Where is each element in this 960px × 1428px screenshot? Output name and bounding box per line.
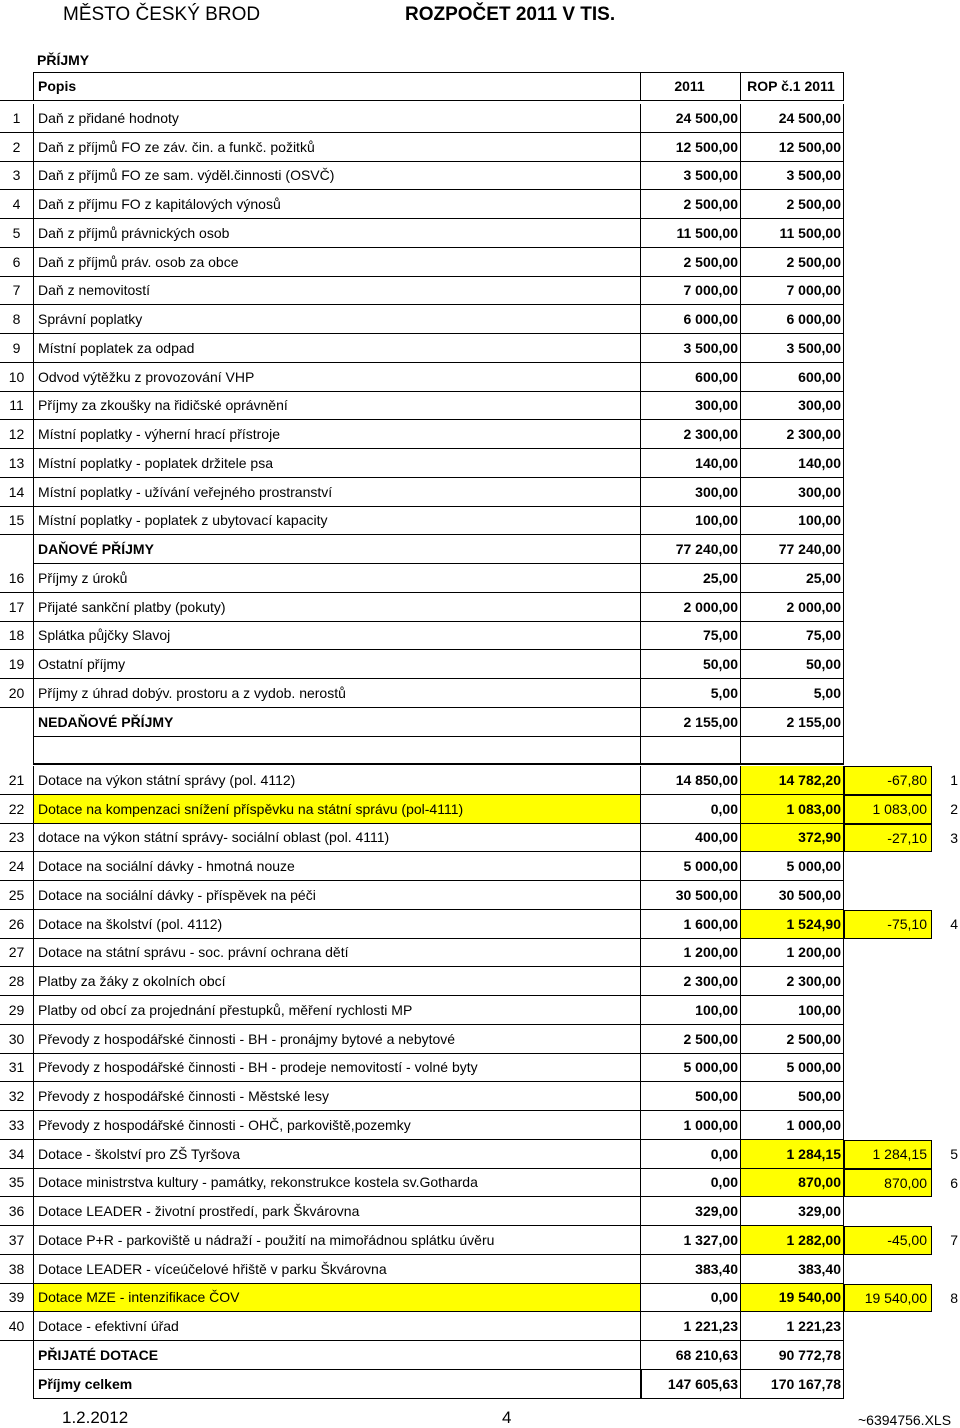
total-rop: 90 772,78 <box>740 1341 844 1370</box>
value-rop: 383,40 <box>740 1255 844 1284</box>
row-number: 33 <box>0 1111 33 1140</box>
spacer-cell <box>33 737 640 766</box>
table-row <box>0 939 960 968</box>
table-row <box>0 305 960 334</box>
note-number: 8 <box>950 1289 958 1306</box>
table-row <box>0 910 960 939</box>
row-number-cell <box>0 72 33 101</box>
row-description: Dotace LEADER - životní prostředí, park Škvárovna <box>33 1197 640 1226</box>
table-row <box>0 507 960 536</box>
row-number: 15 <box>0 507 33 536</box>
row-number: 36 <box>0 1197 33 1226</box>
value-rop: 1 083,00 <box>740 795 844 824</box>
value-2011: 400,00 <box>640 824 740 853</box>
note-number: 3 <box>950 829 958 846</box>
row-description: Daň z příjmu FO z kapitálových výnosů <box>33 190 640 219</box>
row-description: Dotace LEADER - víceúčelové hřiště v parku Škvárovna <box>33 1255 640 1284</box>
row-description: Daň z přidané hodnoty <box>33 104 640 133</box>
row-description: Místní poplatek za odpad <box>33 334 640 363</box>
city-name: MĚSTO ČESKÝ BROD <box>63 4 261 25</box>
column-header-row <box>0 72 960 101</box>
row-number: 17 <box>0 593 33 622</box>
table-row <box>0 1140 960 1169</box>
note-number: 6 <box>950 1174 958 1191</box>
table-row <box>0 1312 960 1341</box>
row-description: Převody z hospodářské činnosti - Městské lesy <box>33 1082 640 1111</box>
row-number: 8 <box>0 305 33 334</box>
table-row <box>0 219 960 248</box>
value-rop: 140,00 <box>740 449 844 478</box>
value-rop: 2 300,00 <box>740 420 844 449</box>
value-2011: 300,00 <box>640 478 740 507</box>
row-number: 2 <box>0 133 33 162</box>
row-number: 35 <box>0 1169 33 1198</box>
row-description: Platby za žáky z okolních obcí <box>33 967 640 996</box>
value-2011: 30 500,00 <box>640 881 740 910</box>
row-number: 40 <box>0 1312 33 1341</box>
row-description: Platby od obcí za projednání přestupků, měření rychlosti MP <box>33 996 640 1025</box>
table-row <box>0 363 960 392</box>
footer-file-name: ~6394756.XLS <box>858 1412 952 1428</box>
table-row <box>0 1111 960 1140</box>
value-difference: 19 540,00 <box>844 1284 932 1313</box>
row-number-cell <box>0 535 33 564</box>
note-number: 7 <box>950 1232 958 1249</box>
row-description: Daň z příjmů práv. osob za obce <box>33 248 640 277</box>
value-rop: 5 000,00 <box>740 852 844 881</box>
table-row <box>0 824 960 853</box>
table-row <box>0 277 960 306</box>
row-description: Dotace - efektivní úřad <box>33 1312 640 1341</box>
footer-page-number: 4 <box>502 1408 512 1427</box>
row-description: Daň z nemovitostí <box>33 277 640 306</box>
value-2011: 1 200,00 <box>640 939 740 968</box>
total-2011: 2 155,00 <box>640 708 740 737</box>
value-2011: 383,40 <box>640 1255 740 1284</box>
tax-income-total-row <box>0 535 960 564</box>
value-2011: 2 500,00 <box>640 190 740 219</box>
value-2011: 100,00 <box>640 996 740 1025</box>
row-number: 30 <box>0 1025 33 1054</box>
row-number: 31 <box>0 1054 33 1083</box>
value-2011: 1 327,00 <box>640 1226 740 1255</box>
row-description: Dotace na výkon státní správy (pol. 4112) <box>33 766 640 795</box>
value-rop: 5 000,00 <box>740 1054 844 1083</box>
row-number: 28 <box>0 967 33 996</box>
row-description: Převody z hospodářské činnosti - OHČ, parkoviště,pozemky <box>33 1111 640 1140</box>
table-row <box>0 1284 960 1313</box>
value-difference: -75,10 <box>844 910 932 939</box>
table-row <box>0 967 960 996</box>
row-number: 21 <box>0 766 33 795</box>
row-description: Přijaté sankční platby (pokuty) <box>33 593 640 622</box>
row-description: Správní poplatky <box>33 305 640 334</box>
row-number: 1 <box>0 104 33 133</box>
row-number: 5 <box>0 219 33 248</box>
row-number: 19 <box>0 650 33 679</box>
total-label: PŘIJATÉ DOTACE <box>33 1341 640 1370</box>
value-2011: 5,00 <box>640 679 740 708</box>
row-number: 32 <box>0 1082 33 1111</box>
row-number: 7 <box>0 277 33 306</box>
row-number: 34 <box>0 1140 33 1169</box>
value-2011: 0,00 <box>640 795 740 824</box>
row-number: 14 <box>0 478 33 507</box>
value-2011: 12 500,00 <box>640 133 740 162</box>
table-row <box>0 1082 960 1111</box>
value-rop: 1 282,00 <box>740 1226 844 1255</box>
value-rop: 2 000,00 <box>740 593 844 622</box>
row-number: 11 <box>0 392 33 421</box>
row-number: 25 <box>0 881 33 910</box>
value-2011: 2 300,00 <box>640 967 740 996</box>
value-rop: 12 500,00 <box>740 133 844 162</box>
row-number-cell <box>0 1341 33 1370</box>
table-row <box>0 881 960 910</box>
footer-date: 1.2.2012 <box>62 1408 129 1427</box>
total-2011: 77 240,00 <box>640 535 740 564</box>
row-number: 39 <box>0 1284 33 1313</box>
row-description: Daň z příjmů právnických osob <box>33 219 640 248</box>
column-header-2011: 2011 <box>640 72 740 101</box>
row-number: 4 <box>0 190 33 219</box>
nontax-income-total-row <box>0 708 960 737</box>
value-rop: 1 284,15 <box>740 1140 844 1169</box>
value-rop: 1 200,00 <box>740 939 844 968</box>
value-rop: 3 500,00 <box>740 334 844 363</box>
row-number: 6 <box>0 248 33 277</box>
value-2011: 300,00 <box>640 392 740 421</box>
row-number: 22 <box>0 795 33 824</box>
grants-total-row <box>0 1341 960 1370</box>
value-rop: 11 500,00 <box>740 219 844 248</box>
row-number: 18 <box>0 622 33 651</box>
value-rop: 19 540,00 <box>740 1284 844 1313</box>
row-number: 12 <box>0 420 33 449</box>
row-description: Dotace P+R - parkoviště u nádraží - použití na mimořádnou splátku úvěru <box>33 1226 640 1255</box>
table-row <box>0 766 960 795</box>
value-2011: 75,00 <box>640 622 740 651</box>
value-rop: 100,00 <box>740 996 844 1025</box>
row-description: Dotace ministrstva kultury - památky, rekonstrukce kostela sv.Gotharda <box>33 1169 640 1198</box>
table-row <box>0 1025 960 1054</box>
value-rop: 1 221,23 <box>740 1312 844 1341</box>
row-number: 26 <box>0 910 33 939</box>
value-rop: 14 782,20 <box>740 766 844 795</box>
total-label: NEDAŇOVÉ PŘÍJMY <box>33 708 640 737</box>
row-description: Dotace MZE - intenzifikace ČOV <box>33 1284 640 1313</box>
row-number: 29 <box>0 996 33 1025</box>
value-rop: 1 524,90 <box>740 910 844 939</box>
table-row <box>0 392 960 421</box>
row-number: 13 <box>0 449 33 478</box>
row-description: Dotace na školství (pol. 4112) <box>33 910 640 939</box>
value-2011: 100,00 <box>640 507 740 536</box>
row-number: 38 <box>0 1255 33 1284</box>
row-description: Daň z příjmů FO ze sam. výděl.činnosti (OSVČ) <box>33 162 640 191</box>
value-rop: 30 500,00 <box>740 881 844 910</box>
table-row <box>0 650 960 679</box>
table-row <box>0 478 960 507</box>
row-description: Dotace na sociální dávky - hmotná nouze <box>33 852 640 881</box>
row-description: Dotace na státní správu - soc. právní ochrana dětí <box>33 939 640 968</box>
section-title: PŘÍJMY <box>37 52 90 68</box>
table-row <box>0 104 960 133</box>
value-rop: 300,00 <box>740 392 844 421</box>
value-rop: 2 300,00 <box>740 967 844 996</box>
value-rop: 2 500,00 <box>740 1025 844 1054</box>
document-title: ROZPOČET 2011 V TIS. <box>405 4 616 25</box>
total-rop: 2 155,00 <box>740 708 844 737</box>
row-description: Ostatní příjmy <box>33 650 640 679</box>
value-rop: 50,00 <box>740 650 844 679</box>
value-difference: -27,10 <box>844 824 932 853</box>
value-2011: 600,00 <box>640 363 740 392</box>
row-number: 24 <box>0 852 33 881</box>
table-row <box>0 449 960 478</box>
row-description: Příjmy za zkoušky na řidičské oprávnění <box>33 392 640 421</box>
spacer-row <box>0 737 960 766</box>
value-rop: 329,00 <box>740 1197 844 1226</box>
total-2011: 147 605,63 <box>640 1370 740 1399</box>
table-row <box>0 1169 960 1198</box>
value-rop: 100,00 <box>740 507 844 536</box>
value-rop: 600,00 <box>740 363 844 392</box>
row-description: Místní poplatky - užívání veřejného prostranství <box>33 478 640 507</box>
column-header-desc: Popis <box>33 72 640 101</box>
row-description: Dotace na sociální dávky - příspěvek na péči <box>33 881 640 910</box>
row-description: Převody z hospodářské činnosti - BH - pronájmy bytové a nebytové <box>33 1025 640 1054</box>
value-rop: 1 000,00 <box>740 1111 844 1140</box>
value-2011: 3 500,00 <box>640 162 740 191</box>
table-row <box>0 679 960 708</box>
table-row <box>0 852 960 881</box>
grand-total-row <box>0 1370 960 1399</box>
row-description: Příjmy z úhrad dobýv. prostoru a z vydob. nerostů <box>33 679 640 708</box>
value-rop: 24 500,00 <box>740 104 844 133</box>
value-2011: 2 000,00 <box>640 593 740 622</box>
table-row <box>0 622 960 651</box>
total-rop: 170 167,78 <box>740 1370 844 1399</box>
value-rop: 25,00 <box>740 564 844 593</box>
value-2011: 5 000,00 <box>640 1054 740 1083</box>
value-rop: 5,00 <box>740 679 844 708</box>
row-number-cell <box>0 1370 33 1399</box>
table-row <box>0 190 960 219</box>
value-2011: 2 300,00 <box>640 420 740 449</box>
row-description: Převody z hospodářské činnosti - BH - prodeje nemovitostí - volné byty <box>33 1054 640 1083</box>
value-2011: 329,00 <box>640 1197 740 1226</box>
row-description: Daň z příjmů FO ze záv. čin. a funkč. požitků <box>33 133 640 162</box>
row-description: Odvod výtěžku z provozování VHP <box>33 363 640 392</box>
value-rop: 500,00 <box>740 1082 844 1111</box>
table-row <box>0 248 960 277</box>
table-row <box>0 564 960 593</box>
row-number: 3 <box>0 162 33 191</box>
table-row <box>0 1054 960 1083</box>
value-rop: 3 500,00 <box>740 162 844 191</box>
value-2011: 24 500,00 <box>640 104 740 133</box>
value-2011: 14 850,00 <box>640 766 740 795</box>
note-number: 4 <box>950 916 958 933</box>
value-2011: 1 600,00 <box>640 910 740 939</box>
value-2011: 25,00 <box>640 564 740 593</box>
value-2011: 140,00 <box>640 449 740 478</box>
row-description: dotace na výkon státní správy- sociální oblast (pol. 4111) <box>33 824 640 853</box>
row-number: 23 <box>0 824 33 853</box>
total-label: DAŇOVÉ PŘÍJMY <box>33 535 640 564</box>
value-rop: 300,00 <box>740 478 844 507</box>
value-2011: 0,00 <box>640 1169 740 1198</box>
note-number: 1 <box>950 772 958 789</box>
row-description: Místní poplatky - výherní hrací přístroje <box>33 420 640 449</box>
value-difference: 870,00 <box>844 1169 932 1198</box>
value-2011: 6 000,00 <box>640 305 740 334</box>
value-difference: -45,00 <box>844 1226 932 1255</box>
spacer-cell <box>740 737 844 766</box>
value-2011: 2 500,00 <box>640 248 740 277</box>
value-difference: 1 083,00 <box>844 795 932 824</box>
note-number: 5 <box>950 1146 958 1163</box>
row-description: Příjmy z úroků <box>33 564 640 593</box>
table-row <box>0 1226 960 1255</box>
row-number-cell <box>0 737 33 766</box>
value-2011: 50,00 <box>640 650 740 679</box>
value-difference: -67,80 <box>844 766 932 795</box>
table-row <box>0 420 960 449</box>
column-header-rop: ROP č.1 2011 <box>740 72 844 101</box>
spacer-cell <box>640 737 740 766</box>
table-row <box>0 1255 960 1284</box>
table-row <box>0 334 960 363</box>
value-rop: 372,90 <box>740 824 844 853</box>
table-row <box>0 1197 960 1226</box>
value-rop: 75,00 <box>740 622 844 651</box>
row-description: Splátka půjčky Slavoj <box>33 622 640 651</box>
value-2011: 5 000,00 <box>640 852 740 881</box>
value-rop: 870,00 <box>740 1169 844 1198</box>
note-number: 2 <box>950 801 958 818</box>
value-rop: 2 500,00 <box>740 248 844 277</box>
row-number: 16 <box>0 564 33 593</box>
value-2011: 1 221,23 <box>640 1312 740 1341</box>
value-2011: 0,00 <box>640 1284 740 1313</box>
table-row <box>0 593 960 622</box>
total-rop: 77 240,00 <box>740 535 844 564</box>
row-description: Dotace - školství pro ZŠ Tyršova <box>33 1140 640 1169</box>
value-2011: 500,00 <box>640 1082 740 1111</box>
row-number: 27 <box>0 939 33 968</box>
value-rop: 7 000,00 <box>740 277 844 306</box>
table-row <box>0 795 960 824</box>
row-number: 9 <box>0 334 33 363</box>
value-2011: 7 000,00 <box>640 277 740 306</box>
value-2011: 11 500,00 <box>640 219 740 248</box>
value-rop: 6 000,00 <box>740 305 844 334</box>
value-2011: 0,00 <box>640 1140 740 1169</box>
total-2011: 68 210,63 <box>640 1341 740 1370</box>
row-number: 37 <box>0 1226 33 1255</box>
total-label: Příjmy celkem <box>33 1370 640 1399</box>
row-description: Místní poplatky - poplatek z ubytovací kapacity <box>33 507 640 536</box>
row-number: 10 <box>0 363 33 392</box>
row-description: Dotace na kompenzaci snížení příspěvku na státní správu (pol-4111) <box>33 795 640 824</box>
value-rop: 2 500,00 <box>740 190 844 219</box>
value-2011: 1 000,00 <box>640 1111 740 1140</box>
value-2011: 3 500,00 <box>640 334 740 363</box>
row-number: 20 <box>0 679 33 708</box>
value-difference: 1 284,15 <box>844 1140 932 1169</box>
table-row <box>0 162 960 191</box>
table-row <box>0 133 960 162</box>
row-description: Místní poplatky - poplatek držitele psa <box>33 449 640 478</box>
row-number-cell <box>0 708 33 737</box>
value-2011: 2 500,00 <box>640 1025 740 1054</box>
table-row <box>0 996 960 1025</box>
